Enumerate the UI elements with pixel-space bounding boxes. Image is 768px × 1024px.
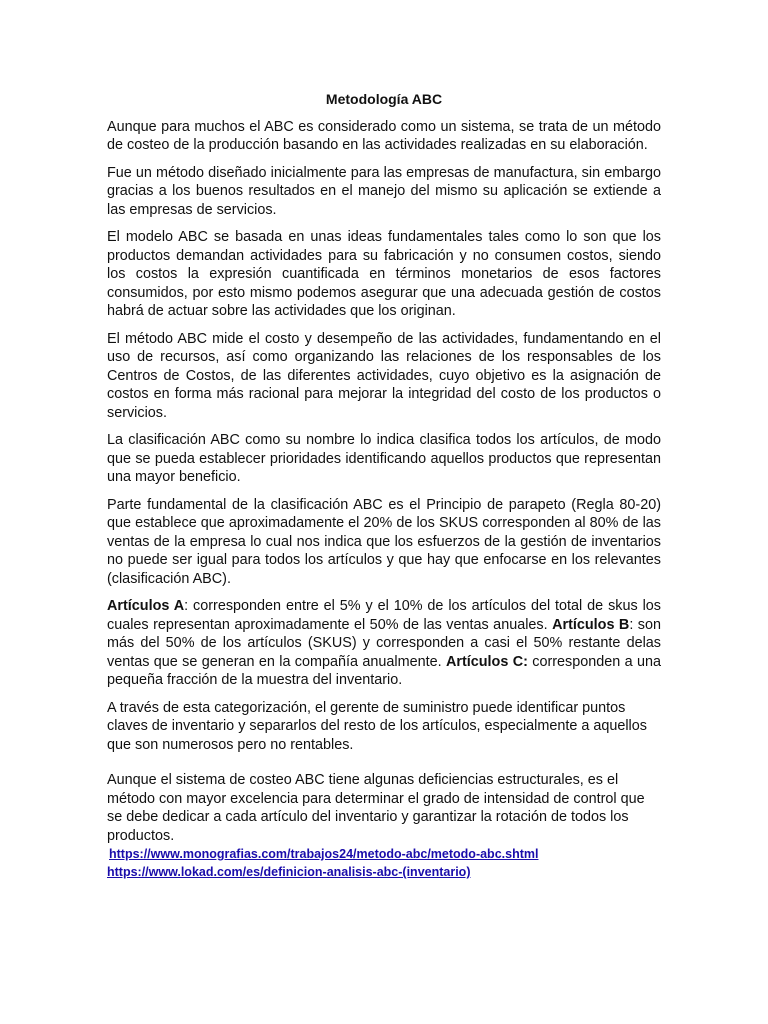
paragraph-model: El modelo ABC se basada en unas ideas fundamentales tales como lo son que los productos demandan actividades para su fabricación y no consumen costos, siendo los costos la expresión cuantificada en términos monetarios de esos factores consumidos, por esto mismo podemos asegurar que una adecuada gestión de costos habrá de actuar sobre las actividades que los originan. [107,229,661,319]
paragraph-categorization: A través de esta categorización, el gerente de suministro puede identificar puntos claves de inventario y separarlos del resto de los artículos, especialmente a aquellos que son numerosos pero no rentables. [107,699,647,753]
document-body [107,90,661,881]
article-a-text: : corresponden entre el 5% y el 10% de los artículos del total de skus los cuales representan aproximadamente el 50% de las ventas anuales. [107,598,661,633]
references [107,845,661,881]
article-c-text: corresponden a una pequeña fracción de la muestra del inventario. [107,653,661,688]
paragraph-classification: La clasificación ABC como su nombre lo indica clasifica todos los artículos, de modo que se pueda establecer prioridades identificando aquellos productos que representan una mayor beneficio. [107,432,661,485]
reference-link-monografias[interactable]: https://www.monografias.com/trabajos24/metodo-abc/metodo-abc.shtml [109,847,539,861]
document-title: Metodología ABC [325,91,443,107]
article-definitions [107,597,661,690]
paragraph-measure: El método ABC mide el costo y desempeño de las actividades, fundamentando en el uso de recursos, así como organizando las relaciones de los responsables de los Centros de Costos, de las diferentes actividades, cuyo objetivo es la asignación de costos en forma más racional para mejorar la integridad del costo de los productos o servicios. [107,330,661,421]
article-b-label: Artículos B [552,616,630,633]
paragraph-pareto: Parte fundamental de la clasificación ABC es el Principio de parapeto (Regla 80-20) que establece que aproximadamente el 20% de los SKUS corresponden al 80% de las ventas de la empresa lo cual nos indica que los esfuerzos de la gestión de inventarios no puede ser igual para todos los artículos y que hay que enfocarse en los relevantes (clasificación ABC). [107,496,661,587]
paragraph-origin: Fue un método diseñado inicialmente para las empresas de manufactura, sin embargo gracias a los buenos resultados en el manejo del mismo su aplicación se extiende a las empresas de servicios. [107,164,661,218]
article-c-label: Artículos C: [445,653,528,670]
paragraph-intro: Aunque para muchos el ABC es considerado como un sistema, se trata de un método de costeo de la producción basando en las actividades realizadas en su elaboración. [107,118,661,153]
article-b-text: : son más del 50% de los artículos (SKUS) y corresponden a casi el 50% restante delas ventas que se generan en la compañía anualmente. [107,616,662,670]
article-a-label: Artículos A [107,598,185,614]
reference-link-lokad[interactable]: https://www.lokad.com/es/definicion-analisis-abc-(inventario) [107,865,471,879]
paragraph-conclusion: Aunque el sistema de costeo ABC tiene algunas deficiencias estructurales, es el método con mayor excelencia para determinar el grado de intensidad de control que se debe dedicar a cada artículo del inventario y garantizar la rotación de todos los productos. [107,772,645,844]
